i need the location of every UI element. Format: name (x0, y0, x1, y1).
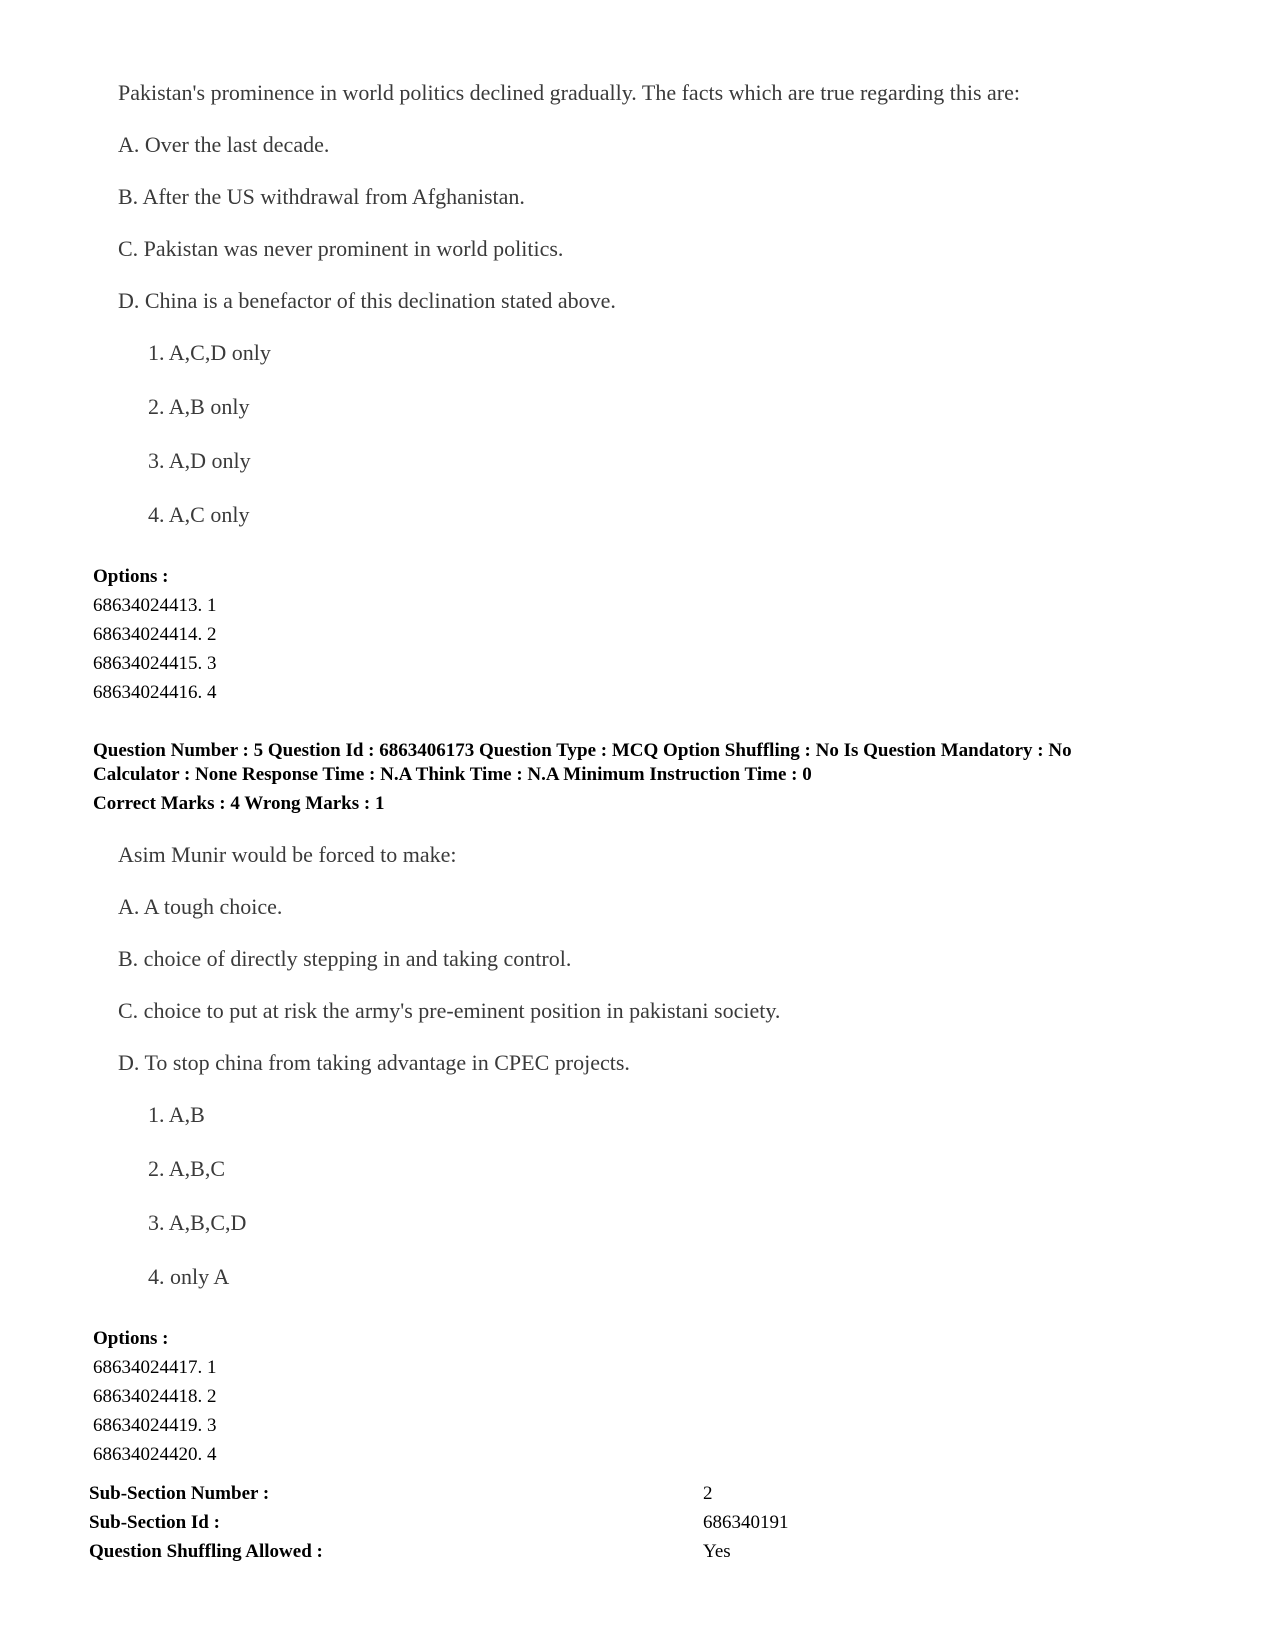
q5-statement-a: A. A tough choice. (118, 894, 283, 919)
q4-choice-2: 2. A,B only (148, 394, 250, 419)
q4-question-image (118, 80, 1218, 556)
q5-choice-2: 2. A,B,C (148, 1156, 226, 1181)
subsection-info (89, 1479, 889, 1566)
q4-choice-4: 4. A,C only (148, 502, 250, 527)
subsection-number-value: 2 (703, 1483, 713, 1504)
q4-option-3: 68634024415. 3 (93, 653, 217, 674)
q5-statement-b: B. choice of directly stepping in and taking control. (118, 946, 572, 971)
q5-options (93, 1324, 217, 1469)
subsection-id-value: 686340191 (703, 1512, 789, 1533)
q5-choice-4: 4. only A (148, 1264, 230, 1289)
q5-meta-marks: Correct Marks : 4 Wrong Marks : 1 (93, 793, 385, 814)
q5-option-1: 68634024417. 1 (93, 1357, 217, 1378)
q4-statement-a: A. Over the last decade. (118, 132, 330, 157)
q4-choice-1: 1. A,C,D only (148, 340, 271, 365)
q5-option-4: 68634024420. 4 (93, 1444, 217, 1465)
q5-option-3: 68634024419. 3 (93, 1415, 217, 1436)
q4-options-label: Options : (93, 566, 169, 587)
subsection-id-label: Sub-Section Id : (89, 1512, 220, 1533)
q5-question-image (118, 842, 1218, 1318)
q4-statement-b: B. After the US withdrawal from Afghanistan. (118, 184, 525, 209)
q5-meta-line1: Question Number : 5 Question Id : 6863406173 Question Type : MCQ Option Shuffling : No Is Question Mandatory : No (93, 740, 1072, 761)
question-shuffling-value: Yes (703, 1541, 731, 1562)
q5-statement-c: C. choice to put at risk the army's pre-eminent position in pakistani society. (118, 998, 781, 1023)
question-shuffling-label: Question Shuffling Allowed : (89, 1541, 323, 1562)
q5-stem: Asim Munir would be forced to make: (118, 842, 457, 867)
q5-statement-d: D. To stop china from taking advantage in CPEC projects. (118, 1050, 630, 1075)
q5-option-2: 68634024418. 2 (93, 1386, 217, 1407)
q4-option-2: 68634024414. 2 (93, 624, 217, 645)
q4-statement-c: C. Pakistan was never prominent in world politics. (118, 236, 564, 261)
q5-metadata (93, 739, 1263, 816)
q5-choice-3: 3. A,B,C,D (148, 1210, 247, 1235)
subsection-number-label: Sub-Section Number : (89, 1483, 270, 1504)
q4-option-1: 68634024413. 1 (93, 595, 217, 616)
subsection-number-row (89, 1479, 889, 1508)
q5-options-label: Options : (93, 1328, 169, 1349)
q4-choice-3: 3. A,D only (148, 448, 251, 473)
q4-option-4: 68634024416. 4 (93, 682, 217, 703)
q5-choice-1: 1. A,B (148, 1102, 205, 1127)
q4-options (93, 562, 217, 707)
q5-meta-line2: Calculator : None Response Time : N.A Think Time : N.A Minimum Instruction Time : 0 (93, 764, 812, 785)
question-shuffling-row (89, 1537, 889, 1566)
subsection-id-row (89, 1508, 889, 1537)
q4-statement-d: D. China is a benefactor of this declination stated above. (118, 288, 616, 313)
q4-stem: Pakistan's prominence in world politics declined gradually. The facts which are true regarding this are: (118, 80, 1021, 105)
